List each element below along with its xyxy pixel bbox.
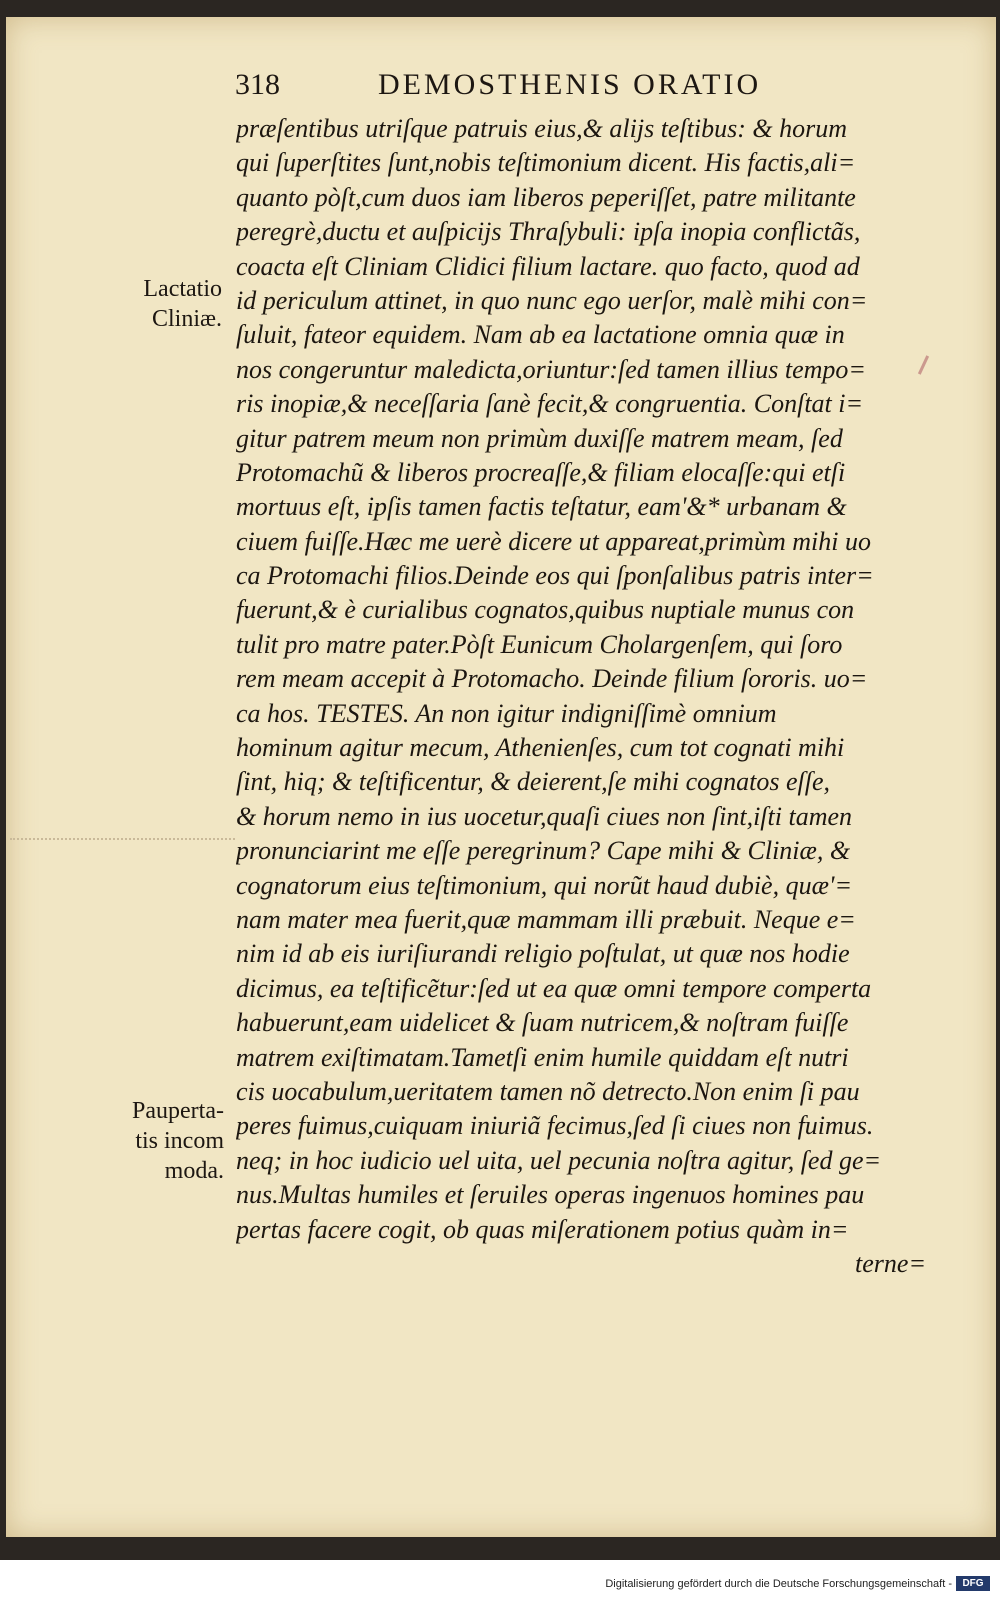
text-line: Protomachũ & liberos procreaſſe,& filiam elocaſſe:qui etſi — [236, 457, 846, 487]
dfg-logo: DFG — [956, 1576, 990, 1591]
margin-note-paupertatis — [104, 1096, 224, 1186]
text-line: coacta eſt Cliniam Clidici filium lactare. quo facto, quod ad — [236, 251, 860, 281]
text-line: ſuluit, fateor equidem. Nam ab ea lactatione omnia quæ in — [236, 320, 845, 350]
margin-note-line: tis incom — [135, 1128, 224, 1154]
margin-note-line: Lactatio — [143, 276, 222, 302]
text-line: pronunciarint me eſſe peregrinum? Cape mihi & Cliniæ, & — [236, 836, 851, 866]
text-line: qui ſuperſtites ſunt,nobis teſtimonium dicent. His factis,ali= — [236, 148, 856, 178]
text-line: nim id ab eis iuriſiurandi religio poſtulat, ut quæ nos hodie — [236, 939, 850, 969]
text-line: nam mater mea fuerit,quæ mammam illi præbuit. Neque e= — [236, 904, 856, 934]
text-line: quanto pòſt,cum duos iam liberos peperiſſet, patre militante — [236, 182, 856, 212]
text-line: cis uocabulum,ueritatem tamen nõ detrecto.Non enim ſi pau — [236, 1076, 860, 1106]
text-line: rem meam accepit à Protomacho. Deinde filium ſororis. uo= — [236, 664, 868, 694]
text-line: peregrè,ductu et auſpicijs Thraſybuli: ipſa inopia conflictãs, — [236, 217, 861, 247]
text-line: & horum nemo in ius uocetur,quaſi ciues non ſint,iſti tamen — [236, 801, 853, 831]
dotted-rule — [10, 838, 235, 840]
text-line: gitur patrem meum non primùm duxiſſe matrem meam, ſed — [236, 423, 843, 453]
text-line: hominum agitur mecum, Athenienſes, cum tot cognati mihi — [236, 733, 845, 763]
page-header — [230, 64, 920, 108]
text-line: pertas facere cogit, ob quas miſerationem potius quàm in= — [236, 1214, 849, 1244]
text-line: peres fuimus,cuiquam iniuriã fecimus,ſed ſi ciues non fuimus. — [236, 1111, 874, 1141]
text-line: ciuem fuiſſe.Hæc me uerè dicere ut appareat,primùm mihi uo — [236, 526, 871, 556]
page-number: 318 — [235, 68, 280, 101]
text-line: cognatorum eius teſtimonium, qui norũt haud dubiè, quæ'= — [236, 870, 853, 900]
text-line: ris inopiæ,& neceſſaria ſanè fecit,& congruentia. Conſtat i= — [236, 389, 864, 419]
text-line: ſint, hiq; & teſtificentur, & deierent,ſe mihi cognatos eſſe, — [236, 767, 831, 797]
text-line: mortuus eſt, ipſis tamen factis teſtatur, eam'&* urbanam & — [236, 492, 847, 522]
text-line: ca Protomachi filios.Deinde eos qui ſponſalibus patris inter= — [236, 561, 874, 591]
text-line: matrem exiſtimatam.Tametſi enim humile quiddam eſt nutri — [236, 1042, 849, 1072]
margin-note-line: Pauperta- — [132, 1098, 224, 1124]
margin-note-line: Cliniæ. — [151, 306, 222, 332]
running-title: DEMOSTHENIS ORATIO — [378, 68, 762, 101]
text-line: ca hos. TESTES. An non igitur indigniſſimè omnium — [236, 698, 777, 728]
text-line: terne= — [855, 1248, 926, 1278]
text-line: id periculum attinet, in quo nunc ego uerſor, malè mihi con= — [236, 285, 868, 315]
digitization-credit: Digitalisierung gefördert durch die Deutsche Forschungsgemeinschaft - — [605, 1578, 952, 1590]
text-line: nos congeruntur maledicta,oriuntur:ſed tamen illius tempo= — [236, 354, 866, 384]
margin-note-lactatio — [112, 274, 222, 334]
text-line: nus.Multas humiles et ſeruiles operas ingenuos homines pau — [236, 1180, 865, 1210]
text-line: neq; in hoc iudicio uel uita, uel pecunia noſtra agitur, ſed ge= — [236, 1145, 882, 1175]
text-line: habuerunt,eam uidelicet & ſuam nutricem,& noſtram fuiſſe — [236, 1008, 849, 1038]
text-line: dicimus, ea teſtificẽtur:ſed ut ea quæ omni tempore comperta — [236, 973, 872, 1003]
text-line: præſentibus utriſque patruis eius,& alijs teſtibus: & horum — [236, 114, 848, 143]
text-line: tulit pro matre pater.Pòſt Eunicum Cholargenſem, qui ſoro — [236, 629, 843, 659]
margin-note-line: moda. — [164, 1158, 224, 1184]
footer-bar — [0, 1560, 1000, 1600]
body-text — [236, 112, 926, 1281]
text-line: fuerunt,& è curialibus cognatos,quibus nuptiale munus con — [236, 595, 855, 625]
